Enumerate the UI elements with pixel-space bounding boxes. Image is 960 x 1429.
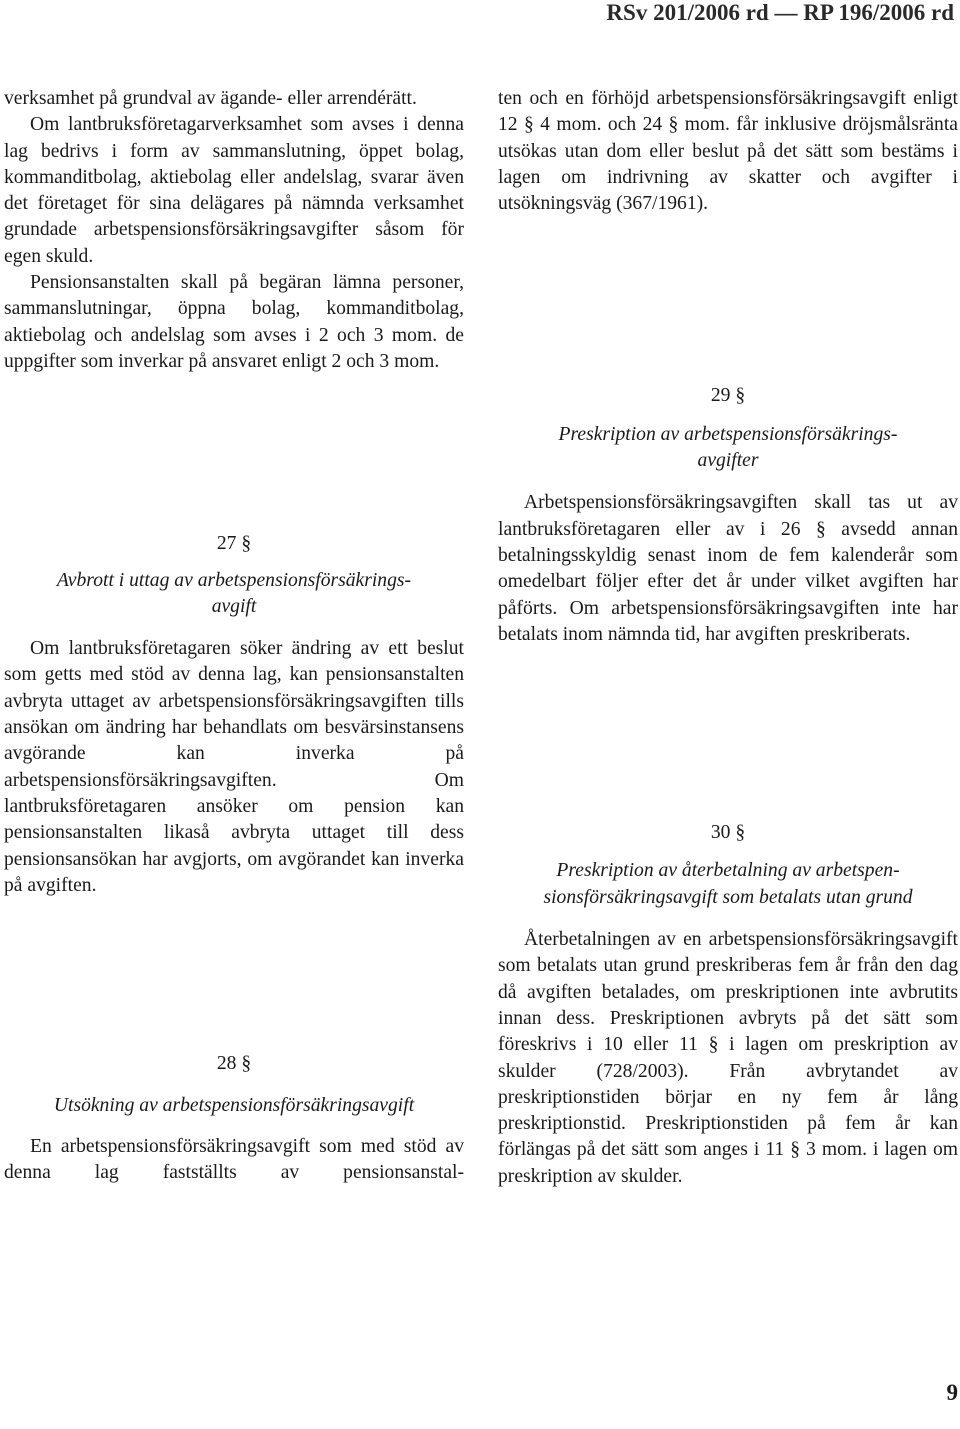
section-title-29-line1: Preskription av arbetspensionsförsäkrings- [558,423,898,445]
section-title-30-line2: sionsförsäkringsavgift som betalats utan grund [543,886,913,908]
section-number-30: 30 § [710,822,746,844]
paragraph: verksamhet på grundval av ägande- eller arrendérätt. [4,88,417,109]
section-title-27-line1: Avbrott i uttag av arbetspensionsförsäkrings- [56,569,412,591]
running-header: RSv 201/2006 rd — RP 196/2006 rd [606,0,954,25]
paragraph: ten och en förhöjd arbetspensionsförsäkringsavgift enligt 12 § 4 mom. och 24 § mom. får inklusive dröjsmålsränta utsökas utan dom eller beslut på det sätt som bestäms i lagen om indrivning av skatter och avgifter i utsökningsväg (367/1961). [498,88,958,215]
section-title-27-line2: avgift [211,595,257,617]
page-number: 9 [946,1380,958,1405]
section-number-27: 27 § [216,533,252,555]
section-body-27: Om lantbruksföretagaren söker ändring av ett beslut som getts med stöd av denna lag, kan pensionsanstalten avbryta uttaget av arbetspensionsförsäkringsavgiften tills ansökan om ändring har behandlats om besvärsinstansens avgörande kan inverka på arbetspensionsförsäkringsavgiften. Om lantbruksföretagaren ansöker om pension kan pensionsanstalten likaså avbryta uttaget till dess pensionsansökan har avgjorts, om avgörandet kan inverka på avgiften. [4,638,464,896]
paragraph: Om lantbruksföretagarverksamhet som avses i denna lag bedrivs i form av sammanslutning, öppet bolag, kommanditbolag, aktiebolag eller andelslag, svarar även det företaget för sina delägares på nämnda verksamhet grundade arbetspensionsförsäkringsavgifter såsom för egen skuld. [4,114,464,267]
section-number-28: 28 § [216,1053,252,1075]
section-body-29: Arbetspensionsförsäkringsavgiften skall tas ut av lantbruksföretagaren eller av i 26 § avsedd annan betalningsskyldig senast inom de fem kalenderår som omedelbart följer efter det år under vilket avgiften har påförts. Om arbetspensionsförsäkringsavgiften inte har betalats inom nämnda tid, har avgiften preskriberats. [498,492,958,645]
section-title-30-line1: Preskription av återbetalning av arbetspen- [556,860,900,882]
section-title-28: Utsökning av arbetspensionsförsäkringsavgift [53,1095,415,1117]
section-title-29-line2: avgifter [697,450,759,472]
paragraph: Pensionsanstalten skall på begäran lämna personer, sammanslutningar, öppna bolag, kommanditbolag, aktiebolag och andelslag som avses i 2 och 3 mom. de uppgifter som inverkar på ansvaret enligt 2 och 3 mom. [4,272,464,372]
left-column [4,86,464,1186]
section-body-30: Återbetalningen av en arbetspensionsförsäkringsavgift som betalats utan grund preskriberas fem år från den dag då avgiften betalades, om preskriptionen inte avbrutits innan dess. Preskriptionen avbryts på det sätt som föreskrivs i 10 eller 11 § i lagen om preskription av skulder (728/2003). Från avbrytandet av preskriptionstiden börjar en ny fem år lång preskriptionstid. Preskriptionstiden på fem år kan förlängas på det sätt som anges i 11 § 3 mom. i lagen om preskription av skulder. [498,929,958,1187]
section-body-28: En arbetspensionsförsäkringsavgift som med stöd av denna lag fastställts av pensionsanstal- [4,1135,464,1184]
right-column [498,86,958,1190]
section-number-29: 29 § [710,385,746,407]
